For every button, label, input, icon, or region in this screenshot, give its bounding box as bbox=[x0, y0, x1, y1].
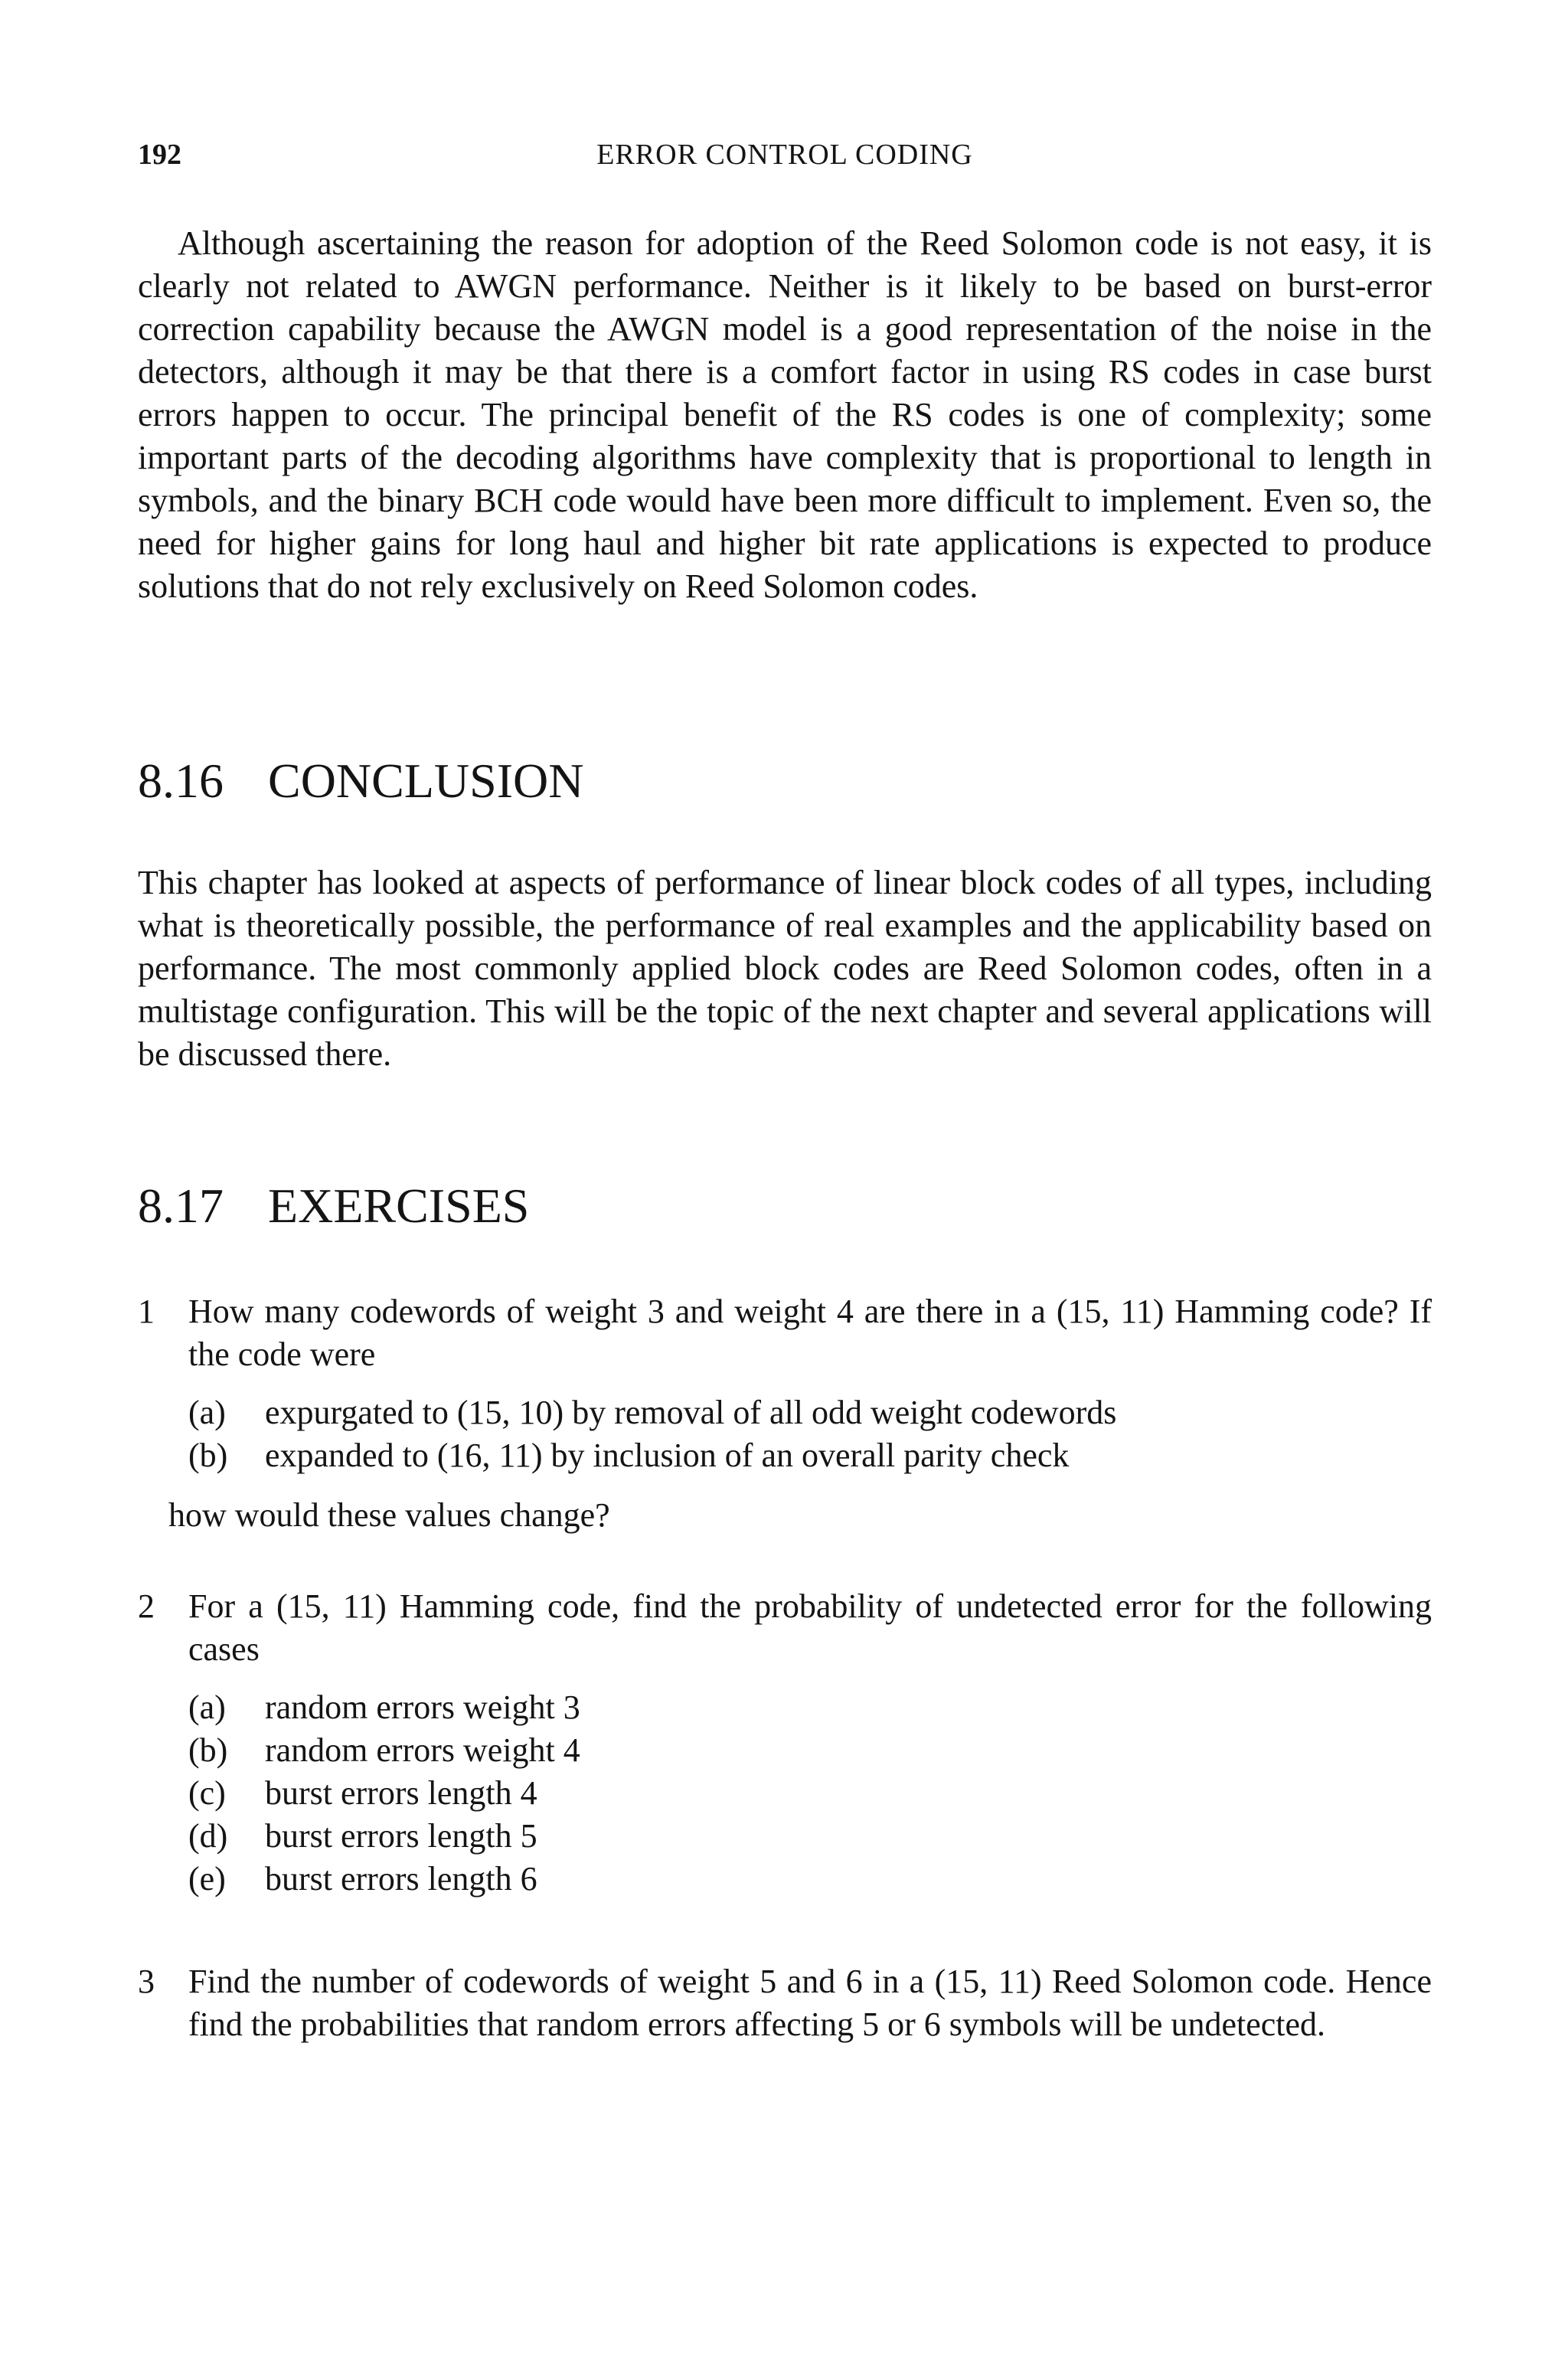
subitem-label: (b) bbox=[188, 1437, 228, 1474]
subitem-text: burst errors length 6 bbox=[265, 1860, 537, 1898]
exercise-number: 1 bbox=[138, 1293, 155, 1330]
subitem-text: expanded to (16, 11) by inclusion of an overall parity check bbox=[265, 1437, 1070, 1474]
exercise-subitem bbox=[188, 1815, 1432, 1858]
running-head bbox=[138, 132, 1432, 178]
subitem-text: random errors weight 4 bbox=[265, 1731, 580, 1769]
subitem-label: (b) bbox=[188, 1731, 228, 1769]
section-heading-exercises bbox=[138, 1175, 529, 1237]
section-title: EXERCISES bbox=[268, 1178, 530, 1233]
exercise-text: How many codewords of weight 3 and weight 4 are there in a (15, 11) Hamming code? If the code were bbox=[188, 1293, 1432, 1373]
exercise-subitem bbox=[188, 1686, 1432, 1729]
exercise-text: Find the number of codewords of weight 5 and 6 in a (15, 11) Reed Solomon code. Hence find the probabilities that random errors affecting 5 or 6 symbols will be undetected. bbox=[188, 1963, 1432, 2043]
exercise-subitem bbox=[188, 1434, 1432, 1477]
exercise-subitem bbox=[188, 1858, 1432, 1901]
section-number: 8.17 bbox=[138, 1178, 224, 1233]
exercise-item bbox=[138, 1585, 1432, 1901]
exercise-item bbox=[138, 1960, 1432, 2046]
subitem-label: (a) bbox=[188, 1394, 226, 1431]
section-heading-conclusion bbox=[138, 750, 583, 812]
exercise-subitem bbox=[188, 1391, 1432, 1434]
exercise-number: 3 bbox=[138, 1963, 155, 2000]
subitem-label: (d) bbox=[188, 1817, 228, 1855]
conclusion-paragraph: This chapter has looked at aspects of performance of linear block codes of all types, including what is theoretically possible, the performance of real examples and the applicability based on performance. The most commonly applied block codes are Reed Solomon codes, often in a multistage configuration. This will be the topic of the next chapter and several applications will be discussed there. bbox=[138, 864, 1432, 1073]
subitem-label: (c) bbox=[188, 1774, 226, 1812]
exercise-number: 2 bbox=[138, 1587, 155, 1625]
subitem-text: expurgated to (15, 10) by removal of all odd weight codewords bbox=[265, 1394, 1117, 1431]
subitem-text: random errors weight 3 bbox=[265, 1688, 580, 1726]
exercise-followup: how would these values change? bbox=[168, 1496, 610, 1534]
subitem-text: burst errors length 5 bbox=[265, 1817, 537, 1855]
subitem-label: (a) bbox=[188, 1688, 226, 1726]
exercise-sublist bbox=[188, 1686, 1432, 1901]
exercise-subitem bbox=[188, 1729, 1432, 1772]
page-number: 192 bbox=[138, 139, 181, 171]
subitem-label: (e) bbox=[188, 1860, 226, 1898]
exercise-subitem bbox=[188, 1772, 1432, 1815]
exercise-item bbox=[138, 1290, 1432, 1537]
intro-paragraph: Although ascertaining the reason for adoption of the Reed Solomon code is not easy, it is clearly not related to AWGN performance. Neither is it likely to be based on burst-error correction capability because the AWGN model is a good representation of the noise in the detectors, although it may be that there is a comfort factor in using RS codes in case burst errors happen to occur. The principal benefit of the RS codes is one of complexity; some important parts of the decoding algorithms have complexity that is proportional to length in symbols, and the binary BCH code would have been more difficult to implement. Even so, the need for higher gains for long haul and higher bit rate applications is expected to produce solutions that do not rely exclusively on Reed Solomon codes. bbox=[138, 224, 1432, 605]
exercise-text: For a (15, 11) Hamming code, find the probability of undetected error for the following cases bbox=[188, 1587, 1432, 1668]
section-number: 8.16 bbox=[138, 753, 224, 808]
running-title: ERROR CONTROL CODING bbox=[596, 139, 973, 171]
exercise-sublist bbox=[188, 1391, 1432, 1477]
subitem-text: burst errors length 4 bbox=[265, 1774, 537, 1812]
section-title: CONCLUSION bbox=[268, 753, 584, 808]
